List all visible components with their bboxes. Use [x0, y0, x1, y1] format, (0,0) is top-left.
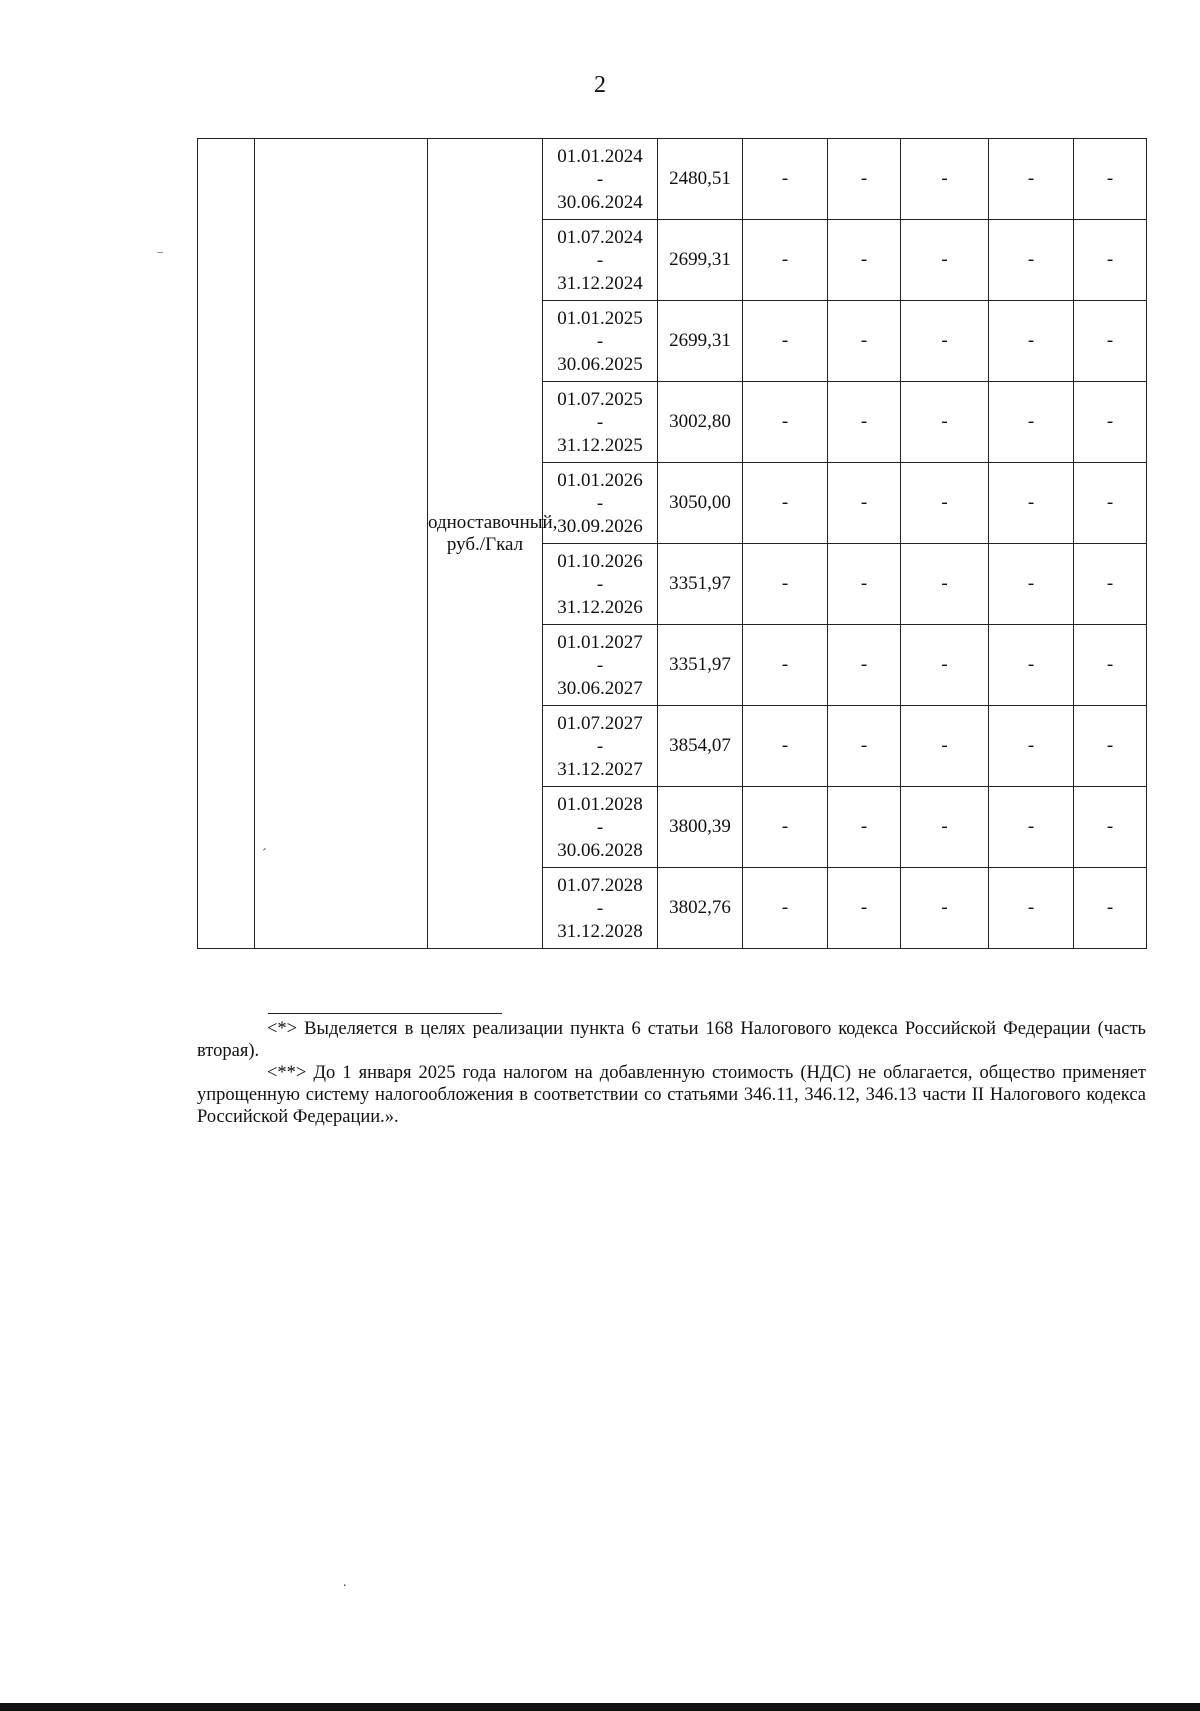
period-sep: -	[596, 249, 604, 271]
dash-cell: -	[989, 139, 1074, 220]
dash-cell: -	[901, 463, 989, 544]
dash-cell: -	[989, 463, 1074, 544]
period-from: 01.07.2028	[557, 874, 643, 896]
dash-cell: -	[743, 544, 828, 625]
dash-cell: -	[1074, 787, 1147, 868]
scan-speck: ˊ	[262, 847, 267, 862]
period-cell	[543, 544, 658, 625]
period-cell	[543, 220, 658, 301]
dash-cell: -	[743, 301, 828, 382]
period-cell	[543, 787, 658, 868]
dash-cell: -	[828, 301, 901, 382]
dash-cell: -	[901, 139, 989, 220]
period-cell	[543, 301, 658, 382]
period-to: 30.06.2024	[557, 191, 643, 213]
period-sep: -	[596, 330, 604, 352]
tariff-value: 3351,97	[658, 544, 743, 625]
dash-cell: -	[828, 544, 901, 625]
period-from: 01.07.2024	[557, 226, 643, 248]
period-to: 31.12.2024	[557, 272, 643, 294]
empty-cell	[198, 139, 255, 949]
footnotes	[197, 1018, 1146, 1128]
table-body	[198, 139, 1147, 949]
dash-cell: -	[989, 382, 1074, 463]
period-to: 30.06.2027	[557, 677, 643, 699]
unit-cell: одноставочный, руб./Гкал	[428, 139, 543, 949]
dash-cell: -	[743, 706, 828, 787]
dash-cell: -	[901, 706, 989, 787]
footnote-1: <*> Выделяется в целях реализации пункта 6 статьи 168 Налогового кодекса Российской Федерации (часть вторая).	[197, 1019, 1146, 1061]
period-sep: -	[596, 735, 604, 757]
period-from: 01.01.2026	[557, 469, 643, 491]
period-cell	[543, 625, 658, 706]
period-sep: -	[596, 816, 604, 838]
period-from: 01.01.2024	[557, 145, 643, 167]
tariff-table	[197, 138, 1147, 949]
period-to: 31.12.2025	[557, 434, 643, 456]
dash-cell: -	[828, 787, 901, 868]
scan-edge	[0, 1703, 1200, 1711]
dash-cell: -	[828, 706, 901, 787]
dash-cell: -	[828, 463, 901, 544]
dash-cell: -	[901, 382, 989, 463]
tariff-value: 3854,07	[658, 706, 743, 787]
dash-cell: -	[989, 220, 1074, 301]
period-to: 30.06.2028	[557, 839, 643, 861]
period-to: 30.06.2025	[557, 353, 643, 375]
dash-cell: -	[828, 382, 901, 463]
period-cell	[543, 139, 658, 220]
footnote-separator	[268, 1013, 502, 1014]
dash-cell: -	[901, 301, 989, 382]
dash-cell: -	[1074, 220, 1147, 301]
tariff-value: 3351,97	[658, 625, 743, 706]
dash-cell: -	[989, 706, 1074, 787]
dash-cell: -	[989, 787, 1074, 868]
period-to: 31.12.2028	[557, 920, 643, 942]
dash-cell: -	[1074, 625, 1147, 706]
period-to: 31.12.2026	[557, 596, 643, 618]
dash-cell: -	[901, 787, 989, 868]
dash-cell: -	[743, 463, 828, 544]
dash-cell: -	[1074, 139, 1147, 220]
dash-cell: -	[901, 220, 989, 301]
footnote-2: <**> До 1 января 2025 года налогом на добавленную стоимость (НДС) не облагается, общество применяет упрощенную систему налогообложения в соответствии со статьями 346.11, 346.12, 346.13 части II Налогового кодекса Российской Федерации.».	[197, 1063, 1146, 1127]
period-from: 01.07.2025	[557, 388, 643, 410]
tariff-value: 2699,31	[658, 301, 743, 382]
empty-cell	[255, 139, 428, 949]
scan-speck: .	[343, 1575, 347, 1590]
dash-cell: -	[1074, 706, 1147, 787]
dash-cell: -	[1074, 382, 1147, 463]
dash-cell: -	[989, 625, 1074, 706]
period-cell	[543, 463, 658, 544]
period-cell	[543, 868, 658, 949]
dash-cell: -	[828, 625, 901, 706]
tariff-value: 3802,76	[658, 868, 743, 949]
tariff-value: 3800,39	[658, 787, 743, 868]
dash-cell: -	[743, 868, 828, 949]
dash-cell: -	[989, 868, 1074, 949]
tariff-value: 3050,00	[658, 463, 743, 544]
period-from: 01.01.2027	[557, 631, 643, 653]
period-to: 30.09.2026	[557, 515, 643, 537]
page-number: 2	[594, 72, 606, 98]
period-sep: -	[596, 654, 604, 676]
dash-cell: -	[828, 139, 901, 220]
period-sep: -	[596, 168, 604, 190]
dash-cell: -	[743, 625, 828, 706]
dash-cell: -	[1074, 301, 1147, 382]
dash-cell: -	[1074, 544, 1147, 625]
period-sep: -	[596, 897, 604, 919]
dash-cell: -	[989, 301, 1074, 382]
dash-cell: -	[1074, 868, 1147, 949]
period-sep: -	[596, 411, 604, 433]
period-from: 01.01.2028	[557, 793, 643, 815]
period-from: 01.10.2026	[557, 550, 643, 572]
period-from: 01.01.2025	[557, 307, 643, 329]
dash-cell: -	[828, 220, 901, 301]
dash-cell: -	[743, 382, 828, 463]
dash-cell: -	[743, 787, 828, 868]
period-to: 31.12.2027	[557, 758, 643, 780]
period-sep: -	[596, 492, 604, 514]
dash-cell: -	[989, 544, 1074, 625]
period-sep: -	[596, 573, 604, 595]
dash-cell: -	[901, 868, 989, 949]
table-row	[198, 139, 1147, 220]
period-cell	[543, 706, 658, 787]
tariff-value: 3002,80	[658, 382, 743, 463]
dash-cell: -	[901, 625, 989, 706]
dash-cell: -	[901, 544, 989, 625]
period-cell	[543, 382, 658, 463]
tariff-value: 2699,31	[658, 220, 743, 301]
period-from: 01.07.2027	[557, 712, 643, 734]
dash-cell: -	[1074, 463, 1147, 544]
tariff-value: 2480,51	[658, 139, 743, 220]
dash-cell: -	[743, 139, 828, 220]
scan-speck: ‾	[158, 252, 163, 267]
dash-cell: -	[743, 220, 828, 301]
dash-cell: -	[828, 868, 901, 949]
